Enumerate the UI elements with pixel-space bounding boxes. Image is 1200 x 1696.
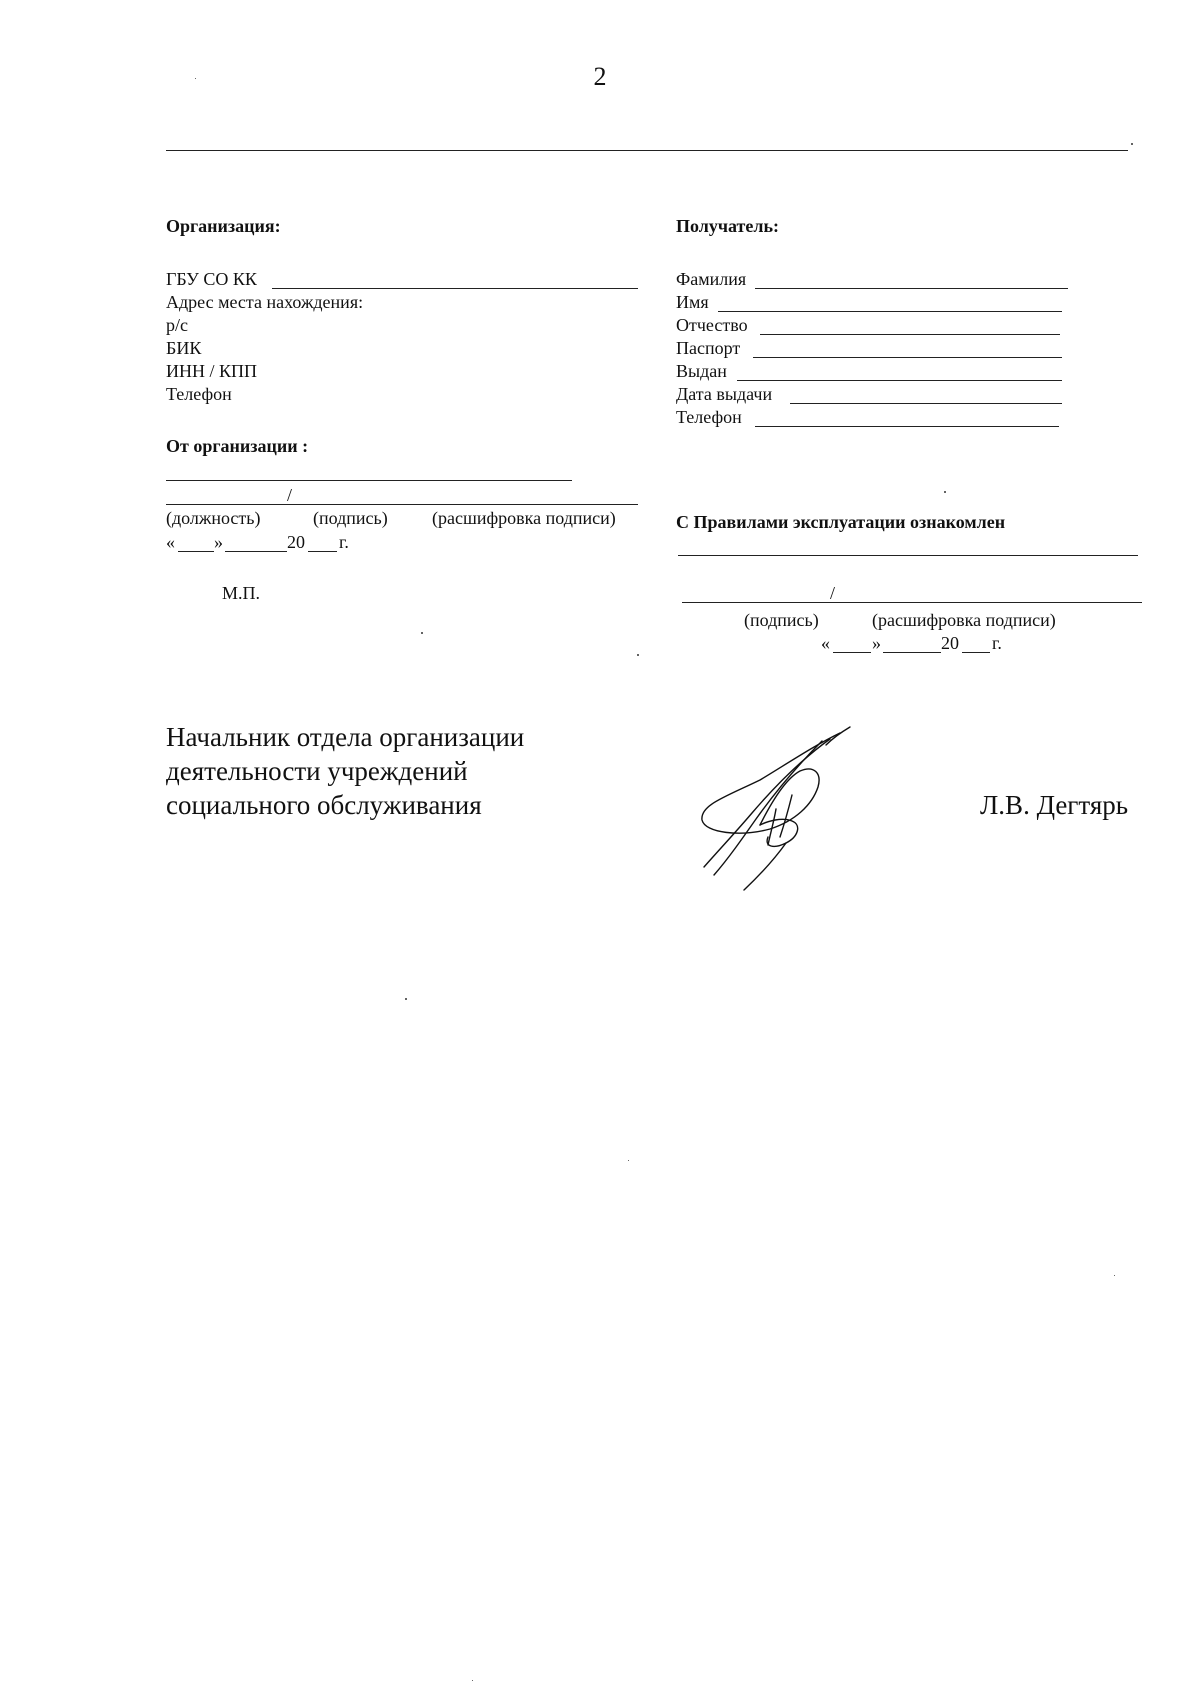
scan-dot bbox=[1114, 1275, 1115, 1276]
acknowledge-line-2 bbox=[682, 602, 1142, 603]
caption-decoding: (расшифровка подписи) bbox=[432, 508, 616, 528]
recipient-surname-line bbox=[755, 288, 1068, 289]
acknowledge-slash: / bbox=[830, 583, 836, 603]
ack-caption-signature: (подпись) bbox=[744, 610, 819, 630]
from-org-line-1 bbox=[166, 480, 572, 481]
org-inn-kpp-label: ИНН / КПП bbox=[166, 361, 258, 381]
signer-position-line-3: социального обслуживания bbox=[166, 790, 482, 820]
stamp-label: М.П. bbox=[222, 583, 261, 603]
from-org-slash: / bbox=[287, 485, 293, 505]
top-separator bbox=[166, 150, 1128, 151]
recipient-heading: Получатель: bbox=[676, 216, 779, 236]
recipient-name-label: Имя bbox=[676, 292, 709, 312]
ack-date-month-line bbox=[883, 652, 941, 653]
org-date-open: « bbox=[166, 532, 175, 552]
org-bik-label: БИК bbox=[166, 338, 202, 358]
ack-date-day-line bbox=[833, 652, 871, 653]
acknowledge-heading: С Правилами эксплуатации ознакомлен bbox=[676, 512, 1006, 532]
ack-date-year: 20 bbox=[941, 633, 959, 653]
acknowledge-line-1 bbox=[678, 555, 1138, 556]
org-date-close: » bbox=[214, 532, 223, 552]
org-date-year-line bbox=[308, 551, 337, 552]
signer-position-line-2: деятельности учреждений bbox=[166, 756, 468, 786]
scan-dot bbox=[421, 632, 423, 634]
recipient-issued-label: Выдан bbox=[676, 361, 727, 381]
caption-position: (должность) bbox=[166, 508, 261, 528]
organization-heading: Организация: bbox=[166, 216, 281, 236]
scan-dot bbox=[195, 78, 196, 79]
recipient-passport-line bbox=[753, 357, 1062, 358]
org-name-line bbox=[272, 288, 638, 289]
org-date-month-line bbox=[225, 551, 287, 552]
org-date-day-line bbox=[178, 551, 214, 552]
recipient-surname-label: Фамилия bbox=[676, 269, 747, 289]
recipient-passport-label: Паспорт bbox=[676, 338, 741, 358]
org-address-label: Адрес места нахождения: bbox=[166, 292, 364, 312]
recipient-issued-line bbox=[737, 380, 1062, 381]
recipient-issue-date-label: Дата выдачи bbox=[676, 384, 773, 404]
scan-dot bbox=[405, 998, 407, 1000]
scan-dot bbox=[1131, 143, 1133, 145]
caption-signature: (подпись) bbox=[313, 508, 388, 528]
recipient-issue-date-line bbox=[790, 403, 1062, 404]
org-date-year: 20 bbox=[287, 532, 305, 552]
signer-position-line-1: Начальник отдела организации bbox=[166, 722, 525, 752]
org-name-label: ГБУ СО КК bbox=[166, 269, 257, 289]
ack-caption-decoding: (расшифровка подписи) bbox=[872, 610, 1056, 630]
org-phone-label: Телефон bbox=[166, 384, 232, 404]
from-org-line-2 bbox=[166, 504, 638, 505]
signer-name: Л.В. Дегтярь bbox=[980, 790, 1129, 820]
recipient-patronymic-label: Отчество bbox=[676, 315, 748, 335]
recipient-patronymic-line bbox=[760, 334, 1060, 335]
ack-date-suffix: г. bbox=[992, 633, 1002, 653]
from-org-heading: От организации : bbox=[166, 436, 309, 456]
org-account-label: р/с bbox=[166, 315, 188, 335]
scan-dot bbox=[628, 1160, 629, 1161]
handwritten-signature bbox=[690, 725, 910, 895]
ack-date-close: » bbox=[872, 633, 881, 653]
ack-date-open: « bbox=[821, 633, 830, 653]
recipient-phone-line bbox=[755, 426, 1059, 427]
scan-dot bbox=[944, 491, 946, 493]
scan-dot bbox=[637, 654, 639, 656]
ack-date-year-line bbox=[962, 652, 990, 653]
page-number: 2 bbox=[593, 62, 607, 91]
org-date-suffix: г. bbox=[339, 532, 349, 552]
scan-dot bbox=[472, 1680, 473, 1681]
recipient-name-line bbox=[718, 311, 1062, 312]
recipient-phone-label: Телефон bbox=[676, 407, 742, 427]
